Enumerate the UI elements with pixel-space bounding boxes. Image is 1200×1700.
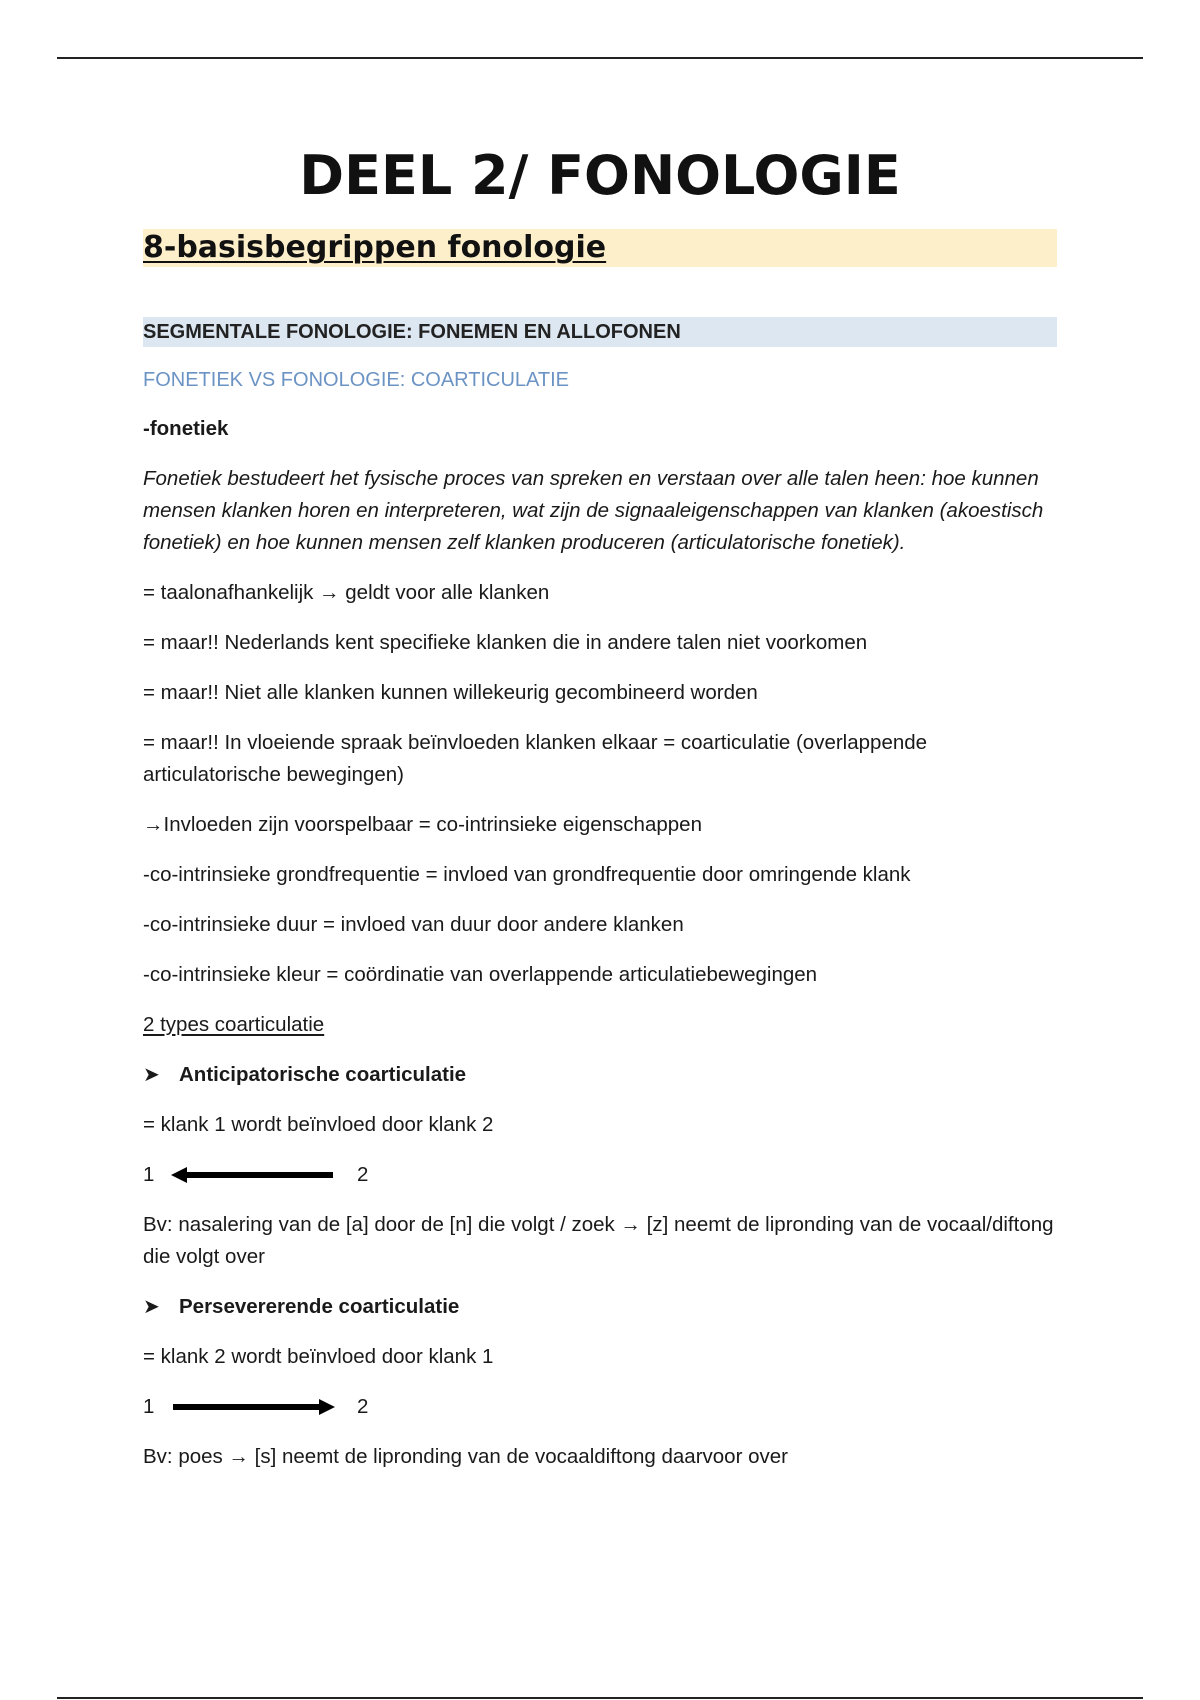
anticipatory-diagram bbox=[143, 1159, 1057, 1191]
diagram-right-number: 2 bbox=[357, 1395, 369, 1418]
section-heading: SEGMENTALE FONOLOGIE: FONEMEN EN ALLOFONEN bbox=[143, 317, 1057, 347]
diagram-left-number: 1 bbox=[143, 1163, 155, 1186]
anticipatory-bullet bbox=[143, 1059, 1057, 1091]
paragraph-line: = taalonafhankelijk → geldt voor alle klanken bbox=[143, 581, 550, 604]
perseverative-bullet bbox=[143, 1291, 1057, 1323]
anticipatory-definition: = klank 1 wordt beïnvloed door klank 2 bbox=[143, 1113, 494, 1136]
arrowhead-bullet-icon: ➤ bbox=[143, 1296, 160, 1318]
perseverative-diagram bbox=[143, 1391, 1057, 1423]
types-heading-text: 2 types coarticulatie bbox=[143, 1013, 325, 1036]
page-bottom-rule bbox=[57, 1697, 1143, 1699]
paragraph-line: = maar!! In vloeiende spraak beïnvloeden klanken elkaar = coarticulatie (overlappende articulatorische bewegingen) bbox=[143, 731, 928, 786]
arrowhead-bullet-icon: ➤ bbox=[143, 1064, 160, 1086]
perseverative-example: Bv: poes → [s] neemt de lipronding van de vocaaldiftong daarvoor over bbox=[143, 1445, 788, 1468]
chapter-heading bbox=[143, 229, 1057, 267]
perseverative-title: Persevererende coarticulatie bbox=[179, 1295, 460, 1318]
paragraph-line: -co-intrinsieke kleur = coördinatie van overlappende articulatiebewegingen bbox=[143, 963, 818, 986]
subsection-heading: FONETIEK VS FONOLOGIE: COARTICULATIE bbox=[143, 369, 569, 391]
diagram-left-number: 1 bbox=[143, 1395, 155, 1418]
types-heading bbox=[143, 1009, 1057, 1041]
paragraph-line: = maar!! Nederlands kent specifieke klanken die in andere talen niet voorkomen bbox=[143, 631, 868, 654]
fonetiek-definition: Fonetiek bestudeert het fysische proces van spreken en verstaan over alle talen heen: hoe kunnen mensen klanken horen en interpreteren, wat zijn de signaaleigenschappen van klanken (akoestisch fonetiek) en hoe kunnen mensen zelf klanken produceren (articulatorische fonetiek). bbox=[143, 467, 1044, 554]
fonetiek-heading: -fonetiek bbox=[143, 417, 229, 440]
document-body bbox=[143, 130, 1057, 1473]
anticipatory-example: Bv: nasalering van de [a] door de [n] die volgt / zoek → [z] neemt de lipronding van de vocaal/diftong die volgt over bbox=[143, 1213, 1054, 1268]
left-arrow-icon bbox=[171, 1165, 335, 1185]
diagram-right-number: 2 bbox=[357, 1163, 369, 1186]
paragraph-line: = maar!! Niet alle klanken kunnen willekeurig gecombineerd worden bbox=[143, 681, 758, 704]
paragraph-line: →Invloeden zijn voorspelbaar = co-intrinsieke eigenschappen bbox=[143, 813, 702, 836]
page-title: DEEL 2/ FONOLOGIE bbox=[299, 144, 901, 207]
perseverative-definition: = klank 2 wordt beïnvloed door klank 1 bbox=[143, 1345, 494, 1368]
paragraph-line: -co-intrinsieke grondfrequentie = invloed van grondfrequentie door omringende klank bbox=[143, 863, 911, 886]
page-top-rule bbox=[57, 57, 1143, 59]
chapter-heading-text: 8-basisbegrippen fonologie bbox=[143, 230, 607, 265]
paragraph-line: -co-intrinsieke duur = invloed van duur door andere klanken bbox=[143, 913, 684, 936]
right-arrow-icon bbox=[171, 1397, 335, 1417]
anticipatory-title: Anticipatorische coarticulatie bbox=[179, 1063, 467, 1086]
